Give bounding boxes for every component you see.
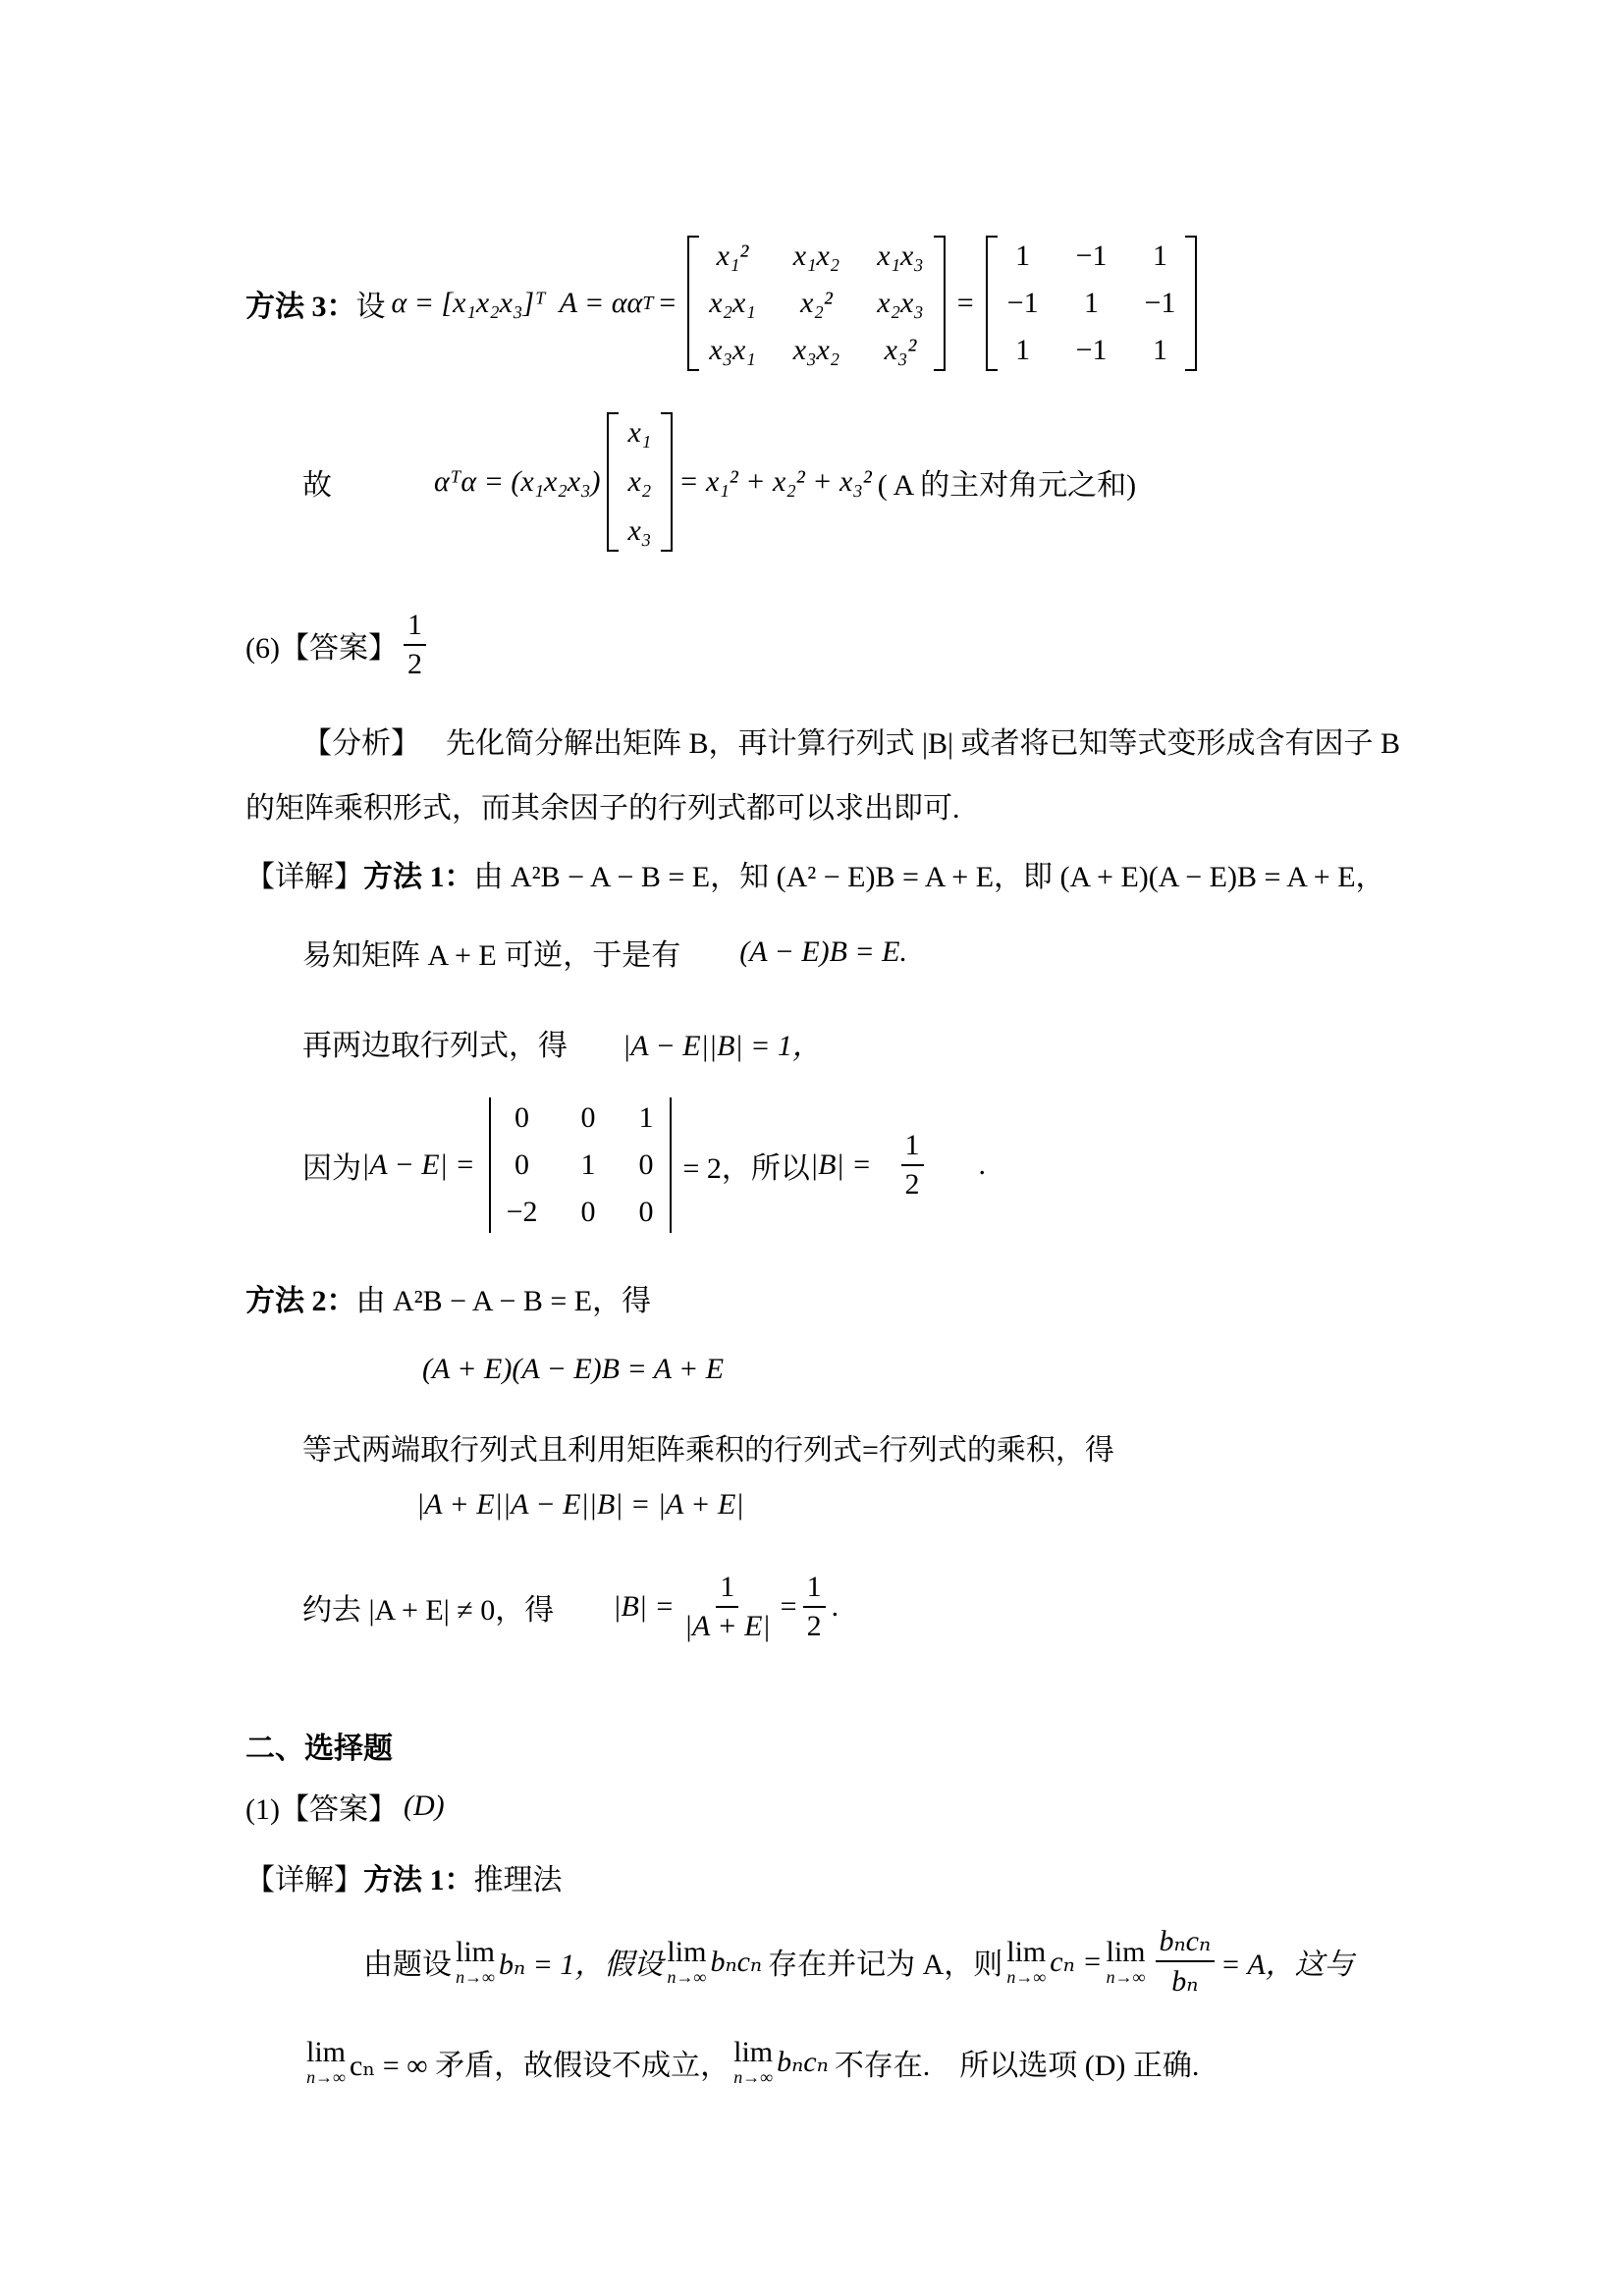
limit-operator	[1006, 1936, 1046, 1988]
analysis-text-2: 的矩阵乘积形式，而其余因子的行列式都可以求出即可.	[245, 792, 960, 825]
final-half-fraction	[803, 1571, 826, 1643]
sum-note: ( A 的主对角元之和)	[877, 469, 1137, 502]
cancel-text: 约去 |A + E| ≠ 0，得	[302, 1594, 555, 1627]
limit-operator	[1106, 1936, 1145, 1988]
half-fraction	[901, 1129, 924, 1201]
method1-name: 推理法	[473, 1864, 563, 1896]
limit-operator	[667, 1936, 706, 1988]
matrix-entry: 1	[1152, 240, 1167, 272]
limit-operator	[733, 2036, 773, 2088]
matrix-entry: x₂x₃	[877, 287, 924, 319]
section-title: 二、选择题	[245, 1733, 393, 1765]
method2-row	[245, 1276, 651, 1319]
limit-row-2	[302, 2036, 1199, 2088]
matrix-entry: x₂x₁	[709, 287, 756, 319]
q6-label: (6)【答案】	[245, 632, 398, 665]
because-text: 因为	[302, 1152, 361, 1185]
fraction-numerator: 1	[716, 1571, 738, 1608]
lim-subscript: n→∞	[1106, 1966, 1146, 1987]
determinant-entry: 0	[580, 1196, 596, 1228]
determinant-entry: 0	[638, 1148, 654, 1181]
lim-subscript: n→∞	[667, 1966, 707, 1987]
method1-label: 方法 1：	[363, 861, 474, 893]
final-fraction	[680, 1571, 775, 1643]
determinant-entry: 1	[580, 1148, 596, 1181]
matrix-entry: x₁x₃	[877, 240, 924, 272]
fraction-denominator: 2	[406, 648, 422, 680]
fraction-denominator: bₙ	[1171, 1965, 1199, 1998]
q6-answer-fraction	[404, 609, 426, 681]
matrix-entry: −1	[1006, 287, 1039, 319]
method2-label: 方法 2：	[245, 1285, 356, 1317]
matrix-entry: x₂²	[800, 287, 833, 319]
line2-conclusion: 不存在. 所以选项 (D) 正确.	[834, 2049, 1200, 2082]
bn-cn-2: bₙcₙ	[777, 2046, 829, 2078]
fraction-numerator: 1	[404, 609, 426, 646]
vector-entry: x₃	[627, 514, 652, 547]
determinant-entry: −2	[506, 1196, 538, 1228]
therefore-text: 故	[302, 469, 332, 502]
fraction-numerator: 1	[803, 1571, 826, 1608]
A-definition: A = αα	[559, 287, 643, 319]
method2-explain-row	[302, 1425, 1114, 1468]
analysis-label: 【分析】	[302, 727, 420, 760]
limit-row-1	[363, 1924, 1354, 1999]
matrix-entry: x₁²	[716, 240, 749, 272]
determinant-entry: 0	[638, 1196, 654, 1228]
method2-explanation: 等式两端取行列式且利用矩阵乘积的行列式=行列式的乘积，得	[302, 1434, 1114, 1467]
q1-label: (1)【答案】	[245, 1793, 398, 1826]
det-equation: |A − E||B| = 1，	[623, 1030, 822, 1062]
vector-entry: x₁	[627, 416, 652, 449]
method3-label: 方法 3：	[245, 291, 356, 323]
cn-equals: cₙ =	[1050, 1945, 1103, 1978]
analysis-row-1	[302, 719, 1400, 762]
lim-subscript: n→∞	[306, 2067, 346, 2087]
vector-entry: x₂	[627, 465, 652, 498]
matrix-entry: x₁x₂	[792, 240, 840, 272]
section2-title-row	[245, 1724, 393, 1767]
analysis-text-1: 先化简分解出矩阵 B，再计算行列式 |B| 或者将已知等式变形成含有因子 B	[446, 727, 1401, 760]
q1-answer-row	[245, 1785, 445, 1828]
sum-of-squares: = x₁² + x₂² + x₃²	[678, 465, 872, 498]
method3-row: 方法 3： 设 α = [x₁x₂x₃]ᵀ A = αα T = x₁² x₁x₂ x₁x₃ x₂x₁ x₂² x₂x₃ x₃x₁ x₃x₂ x₃² = 1 −1 1 −1 1 −1 1 −1 1	[245, 236, 1203, 371]
column-vector	[607, 412, 674, 552]
cancel-row	[302, 1571, 839, 1643]
matrix-entry: 1	[1084, 287, 1100, 319]
fraction-numerator: 1	[901, 1129, 924, 1166]
matrix-entry: −1	[1075, 240, 1108, 272]
lim-text: lim	[733, 2036, 774, 2068]
lim-subscript: n→∞	[1006, 1966, 1047, 1987]
fraction-denominator: 2	[904, 1168, 920, 1201]
bn-equals-1: bₙ = 1，假设	[499, 1949, 664, 1981]
method1-label: 方法 1：	[363, 1864, 474, 1896]
exist-text: 存在并记为 A，则	[768, 1949, 1003, 1981]
det-result: = 2，所以	[682, 1152, 810, 1185]
method2-equation: (A + E)(A − E)B = A + E	[422, 1353, 725, 1385]
detail-label: 【详解】	[245, 1864, 363, 1896]
matrix-entry: 1	[1015, 334, 1031, 366]
outer-product-matrix	[687, 236, 946, 371]
determinant-entry: 0	[580, 1101, 596, 1134]
determinant-entry: 1	[638, 1101, 654, 1134]
limit-operator	[456, 1936, 495, 1988]
q1-answer: (D)	[403, 1789, 445, 1822]
matrix-entry: x₃²	[884, 334, 917, 366]
lim-text: lim	[1006, 1935, 1047, 1968]
lim-text: lim	[306, 2036, 347, 2068]
lim-subscript: n→∞	[733, 2067, 774, 2087]
method2-det-row	[416, 1488, 744, 1522]
alpha-t-alpha: αᵀα = (x₁x₂x₃)	[434, 465, 601, 498]
final-lhs: |B| =	[613, 1590, 675, 1623]
invertible-text: 易知矩阵 A + E 可逆，于是有	[302, 939, 681, 972]
because-row	[302, 1097, 986, 1233]
fraction-numerator: bₙcₙ	[1156, 1924, 1216, 1962]
determinant-matrix	[483, 1097, 677, 1233]
matrix-entry: 1	[1015, 240, 1031, 272]
lim-text: lim	[1106, 1935, 1146, 1968]
determinant-entry: 0	[514, 1101, 530, 1134]
line1-prefix: 由题设	[363, 1949, 452, 1981]
det-A-minus-E: |A − E| =	[361, 1148, 475, 1181]
s2-detail-row	[245, 1855, 563, 1898]
method3-set-text: 设	[355, 291, 386, 323]
abs-B: |B| =	[809, 1148, 872, 1181]
therefore-row	[302, 412, 1136, 552]
lim-subscript: n→∞	[456, 1966, 495, 1987]
limit-operator	[306, 2036, 346, 2088]
fraction-denominator: 2	[806, 1610, 822, 1642]
matrix-entry: −1	[1075, 334, 1108, 366]
method2-text: 由 A²B − A − B = E，得	[355, 1285, 652, 1317]
final-equals: =	[780, 1590, 797, 1623]
line2-contradiction: cₙ = ∞ 矛盾，故假设不成立，	[350, 2049, 731, 2082]
matrix-entry: x₃x₂	[792, 334, 840, 366]
fraction-denominator: |A + E|	[683, 1610, 771, 1642]
invertible-row	[302, 931, 907, 974]
lim-text: lim	[667, 1935, 707, 1968]
numeric-matrix	[986, 236, 1198, 371]
method2-determinant: |A + E||A − E||B| = |A + E|	[416, 1488, 744, 1521]
limit-fraction	[1156, 1924, 1216, 1999]
detail-label: 【详解】	[245, 861, 363, 893]
lim-text: lim	[456, 1935, 496, 1968]
period: .	[978, 1148, 987, 1181]
method2-eq-row	[422, 1353, 724, 1386]
determinant-entry: 0	[514, 1148, 530, 1181]
detail-method1-row	[245, 852, 1385, 895]
det-text: 再两边取行列式，得	[302, 1030, 568, 1062]
invertible-equation: (A − E)B = E.	[739, 935, 907, 968]
q6-answer-row	[245, 609, 432, 681]
matrix-entry: 1	[1152, 334, 1167, 366]
det-row	[302, 1021, 822, 1064]
final-period: .	[831, 1590, 839, 1623]
matrix-entry: −1	[1144, 287, 1176, 319]
alpha-definition: α = [x₁x₂x₃]ᵀ	[391, 287, 546, 319]
bn-cn: bₙcₙ	[710, 1945, 763, 1978]
matrix-entry: x₃x₁	[709, 334, 756, 366]
equals-A: = A，这与	[1220, 1949, 1354, 1981]
analysis-row-2	[245, 783, 960, 827]
method1-equation: 由 A²B − A − B = E，知 (A² − E)B = A + E，即 (A + E)(A − E)B = A + E，	[473, 861, 1385, 893]
